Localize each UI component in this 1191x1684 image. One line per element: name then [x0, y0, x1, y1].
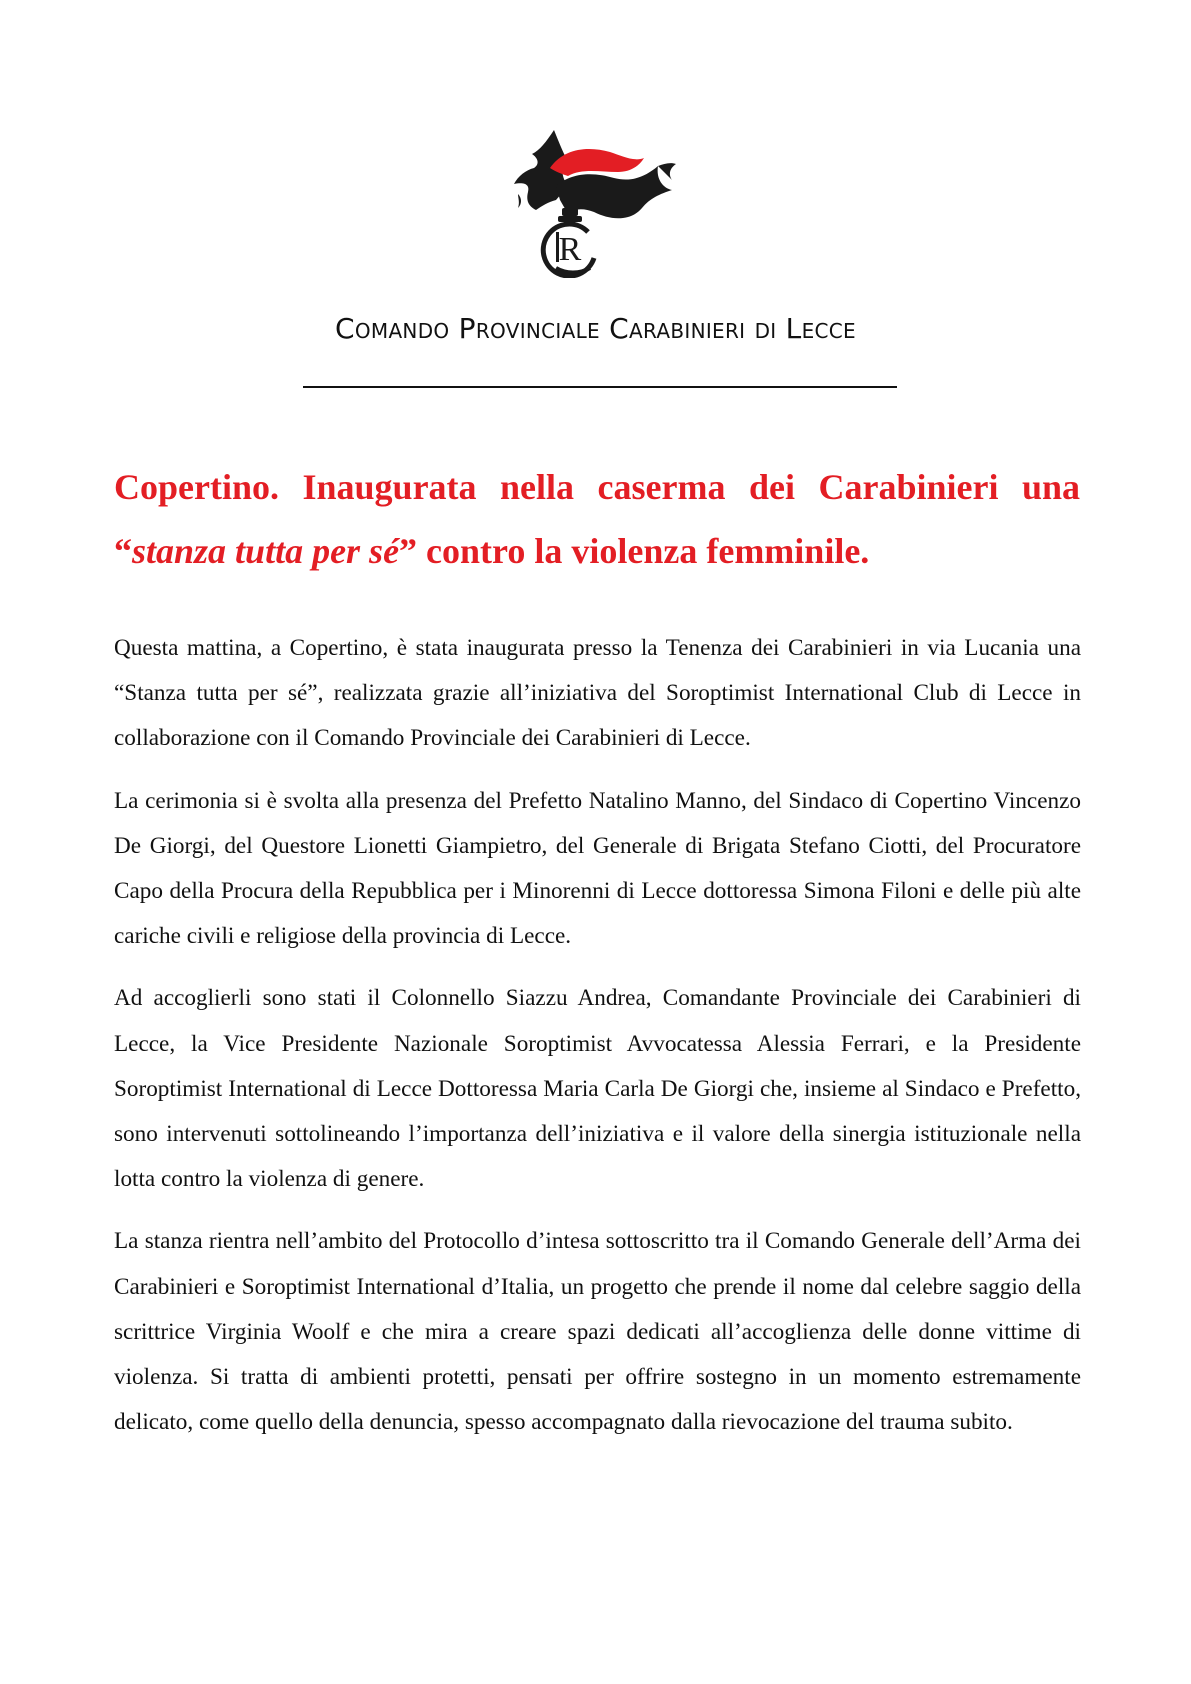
headline-italic-text: stanza tutta per sé	[132, 531, 400, 571]
paragraph: La cerimonia si è svolta alla presenza del Prefetto Natalino Manno, del Sindaco di Copertino Vincenzo De Giorgi, del Questore Lionetti Giampietro, del Generale di Brigata Stefano Ciotti, del Procuratore Capo della Procura della Repubblica per i Minorenni di Lecce dottoressa Simona Filoni e delle più alte cariche civili e religiose della provincia di Lecce.	[114, 787, 1081, 950]
page-title: Comando Provinciale Carabinieri di Lecce	[335, 312, 856, 345]
paragraph: La stanza rientra nell’ambito del Protocollo d’intesa sottoscritto tra il Comando Generale dell’Arma dei Carabinieri e Soroptimist International d’Italia, un progetto che prende il nome dal celebre saggio della scrittrice Virginia Woolf e che mira a creare spazi dedicati all’accoglienza delle donne vittime di violenza. Si tratta di ambienti protetti, pensati per offrire sostegno in un momento estremamente delicato, come quello della denuncia, spesso accompagnato dalla rievocazione del trauma subito.	[114, 1228, 1081, 1436]
article-headline	[114, 455, 1080, 583]
title-underline	[303, 386, 897, 388]
paragraph: Ad accoglierli sono stati il Colonnello Siazzu Andrea, Comandante Provinciale dei Carabinieri di Lecce, la Vice Presidente Nazionale Soroptimist Avvocatessa Alessia Ferrari, e la Presidente Soroptimist International di Lecce Dottoressa Maria Carla De Giorgi che, insieme al Sindaco e Prefetto, sono intervenuti sottolineando l’importanza dell’iniziativa e il valore della sinergia istituzionale nella lotta contro la violenza di genere.	[114, 985, 1081, 1193]
svg-text:R: R	[558, 231, 582, 268]
headline-text: Copertino. Inaugurata nella caserma dei Carabinieri una “	[114, 467, 1080, 571]
article-body	[114, 626, 1081, 1462]
carabinieri-flaming-grenade-icon	[510, 128, 680, 278]
headline-text-end: ” contro la violenza femminile.	[399, 531, 870, 571]
paragraph: Questa mattina, a Copertino, è stata inaugurata presso la Tenenza dei Carabinieri in via Lucania una “Stanza tutta per sé”, realizzata grazie all’iniziativa del Soroptimist International Club di Lecce in collaborazione con il Comando Provinciale dei Carabinieri di Lecce.	[114, 635, 1081, 752]
